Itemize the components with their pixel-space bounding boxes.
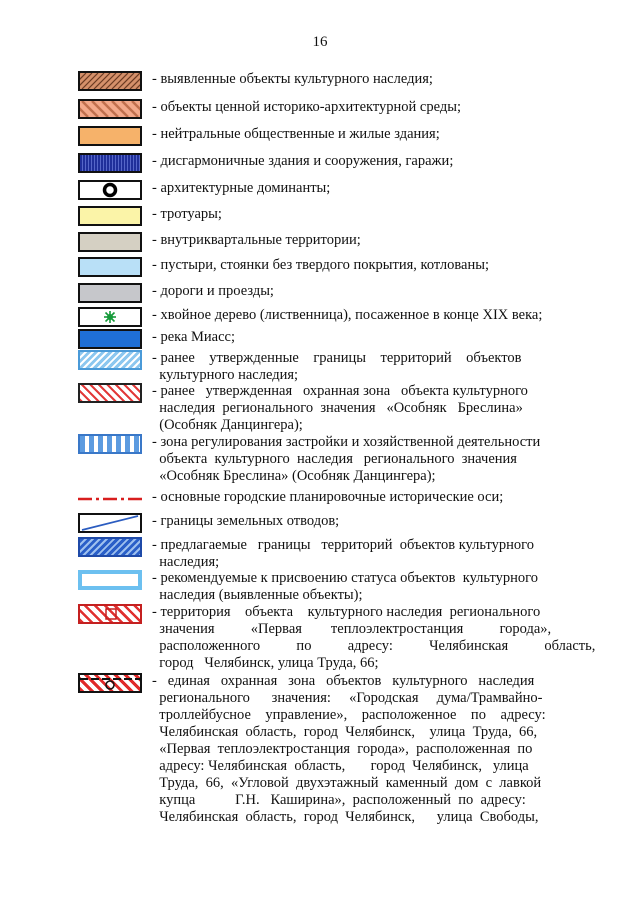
roads-fill-icon [78,283,142,303]
legend-description: - границы земельных отводов; [152,513,340,529]
cultural-heritage-hatch-icon [78,71,142,91]
regulation-zone-stripes-icon [78,434,142,454]
legend-description: - пустыри, стоянки без твердого покрытия, котлованы; [152,257,489,273]
proposed-boundaries-hatch-icon [78,537,142,557]
legend-description: - тротуары; [152,206,222,222]
vacant-lots-fill-icon [78,257,142,277]
legend-description: - основные городские планировочные исторические оси; [152,489,504,505]
valuable-environment-hatch-icon [78,99,142,119]
legend-description: - рекомендуемые к присвоению статуса объектов культурного наследия (выявленные объекты); [152,570,538,603]
power-station-territory-hatch-icon [78,604,142,624]
neutral-buildings-fill-icon [78,126,142,146]
unified-protection-zone-hatch-icon [78,673,142,693]
legend-description: - единая охранная зона объектов культурного наследия регионального значения: «Городская дума/Трамвайно- троллейбусное управление», расположенное по адресу: Челябинская область, город Челябинск, улица Труда, 66, «Первая теплоэлектростанция города», расположенная по адресу: Челябинская область, город Челябинск, улица Труда, 66, «Угловой двухэтажный каменный дом с лавкой купца Г.Н. Каширина», расположенный по адресу: Челябинская область, город Челябинск, улица Свободы, [152,673,546,825]
page-number: 16 [312,34,328,50]
miass-river-fill-icon [78,329,142,349]
legend-description: - территория объекта культурного наследия регионального значения «Первая теплоэлектростанция города», расположенного по адресу: Челябинская область, город Челябинск, улица Труда, 66; [152,604,596,671]
approved-boundaries-hatch-icon [78,350,142,370]
architectural-dominant-ring-icon [78,180,142,200]
recommended-status-outline-icon [78,570,142,590]
legend-description: - дороги и проезды; [152,283,274,299]
legend-description: - река Миасс; [152,329,236,345]
legend-description: - архитектурные доминанты; [152,180,331,196]
legend-description: - ранее утвержденная охранная зона объекта культурного наследия регионального значения «Особняк Бреслина» (Особняк Данцингера); [152,383,528,433]
legend-description: - выявленные объекты культурного наследия; [152,71,433,87]
legend-description: - хвойное дерево (лиственница), посаженное в конце XIX века; [152,307,543,323]
intra-block-territory-fill-icon [78,232,142,252]
sidewalks-fill-icon [78,206,142,226]
legend-description: - дисгармоничные здания и сооружения, гаражи; [152,153,454,169]
land-allotment-line-icon [78,513,142,533]
conifer-tree-star-icon [78,307,142,327]
disharmonious-buildings-fill-icon [78,153,142,173]
planning-axes-dashdot-icon [78,489,142,509]
legend-description: - внутриквартальные территории; [152,232,361,248]
legend-description: - зона регулирования застройки и хозяйственной деятельности объекта культурного наследия регионального значения «Особняк Бреслина» (Особняк Данцингера); [152,434,541,484]
legend-description: - предлагаемые границы территорий объектов культурного наследия; [152,537,534,570]
legend-description: - ранее утвержденные границы территорий объектов культурного наследия; [152,350,522,383]
legend-description: - нейтральные общественные и жилые здания; [152,126,440,142]
legend-description: - объекты ценной историко-архитектурной среды; [152,99,461,115]
protection-zone-red-hatch-icon [78,383,142,403]
